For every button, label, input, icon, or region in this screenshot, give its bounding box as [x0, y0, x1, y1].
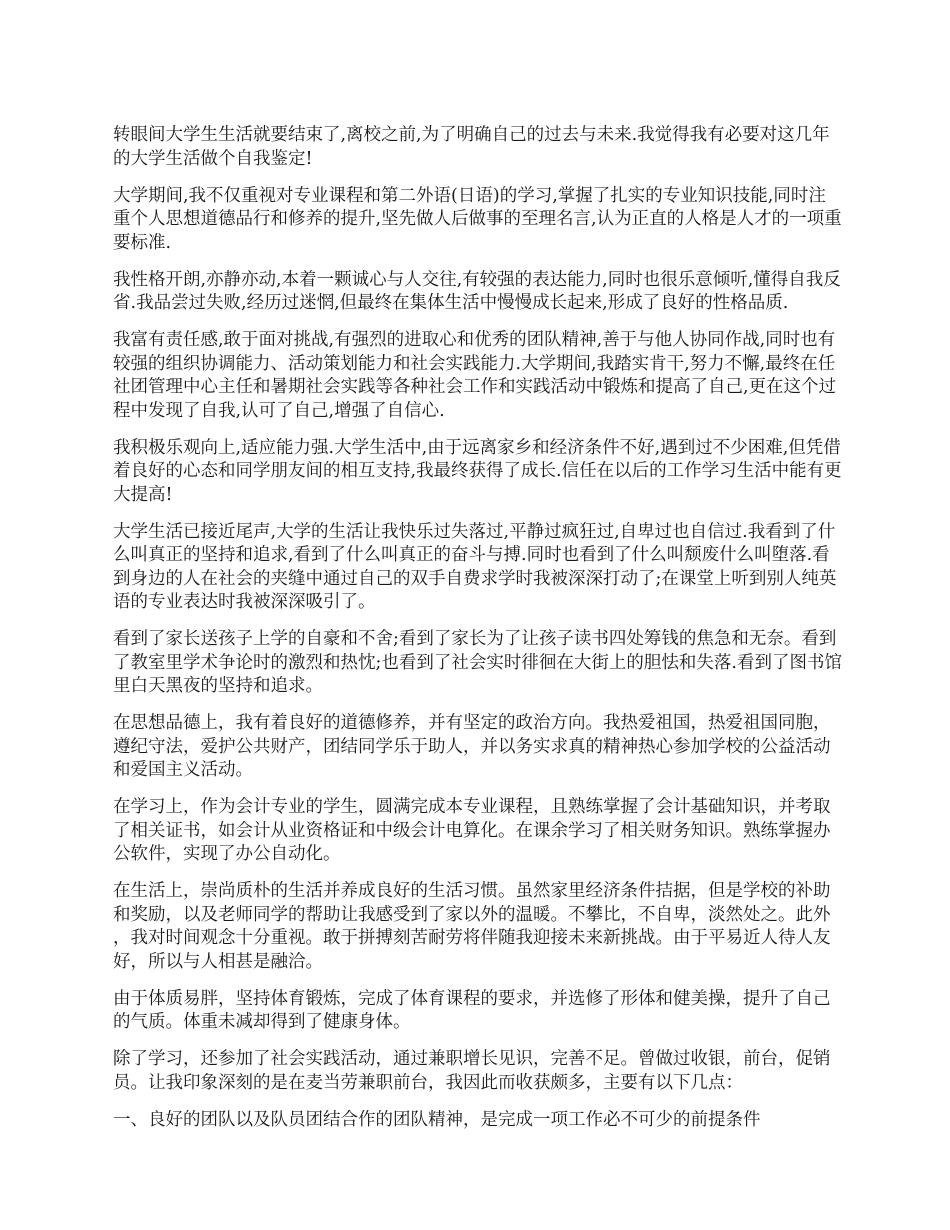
paragraph: 一、良好的团队以及队员团结合作的团队精神，是完成一项工作必不可少的前提条件: [113, 1109, 761, 1130]
paragraph: 由于体质易胖，坚持体育锻炼，完成了体育课程的要求，并选修了形体和健美操，提升了自己的气质。体重未减却得到了健康身体。: [113, 988, 831, 1032]
paragraph: 我积极乐观向上,适应能力强.大学生活中,由于远离家乡和经济条件不好,遇到过不少困难,但凭借着良好的心态和同学朋友间的相互支持,我最终获得了成长.信任在以后的工作学习生活中能有更大提高!: [113, 437, 842, 505]
paragraph: 我性格开朗,亦静亦动,本着一颗诚心与人交往,有较强的表达能力,同时也很乐意倾听,懂得自我反省.我品尝过失败,经历过迷惘,但最终在集体生活中慢慢成长起来,形成了良好的性格品质.: [113, 269, 841, 313]
paragraph: 转眼间大学生生活就要结束了,离校之前,为了明确自己的过去与未来.我觉得我有必要对这几年的大学生活做个自我鉴定!: [113, 125, 830, 169]
paragraph: 大学生活已接近尾声,大学的生活让我快乐过失落过,平静过疯狂过,自卑过也自信过.我看到了什么叫真正的坚持和追求,看到了什么叫真正的奋斗与搏.同时也看到了什么叫颓废什么叫堕落.看到身边的人在社会的夹缝中通过自己的双手自费求学时我被深深打动了;在课堂上听到别人纯英语的专业表达时我被深深吸引了。: [113, 521, 837, 612]
paragraph: 除了学习，还参加了社会实践活动，通过兼职增长见识，完善不足。曾做过收银，前台，促销员。让我印象深刻的是在麦当劳兼职前台，我因此而收获颇多，主要有以下几点：: [113, 1049, 831, 1093]
paragraph: 在思想品德上，我有着良好的道德修养，并有坚定的政治方向。我热爱祖国，热爱祖国同胞，遵纪守法，爱护公共财产，团结同学乐于助人，并以务实求真的精神热心参加学校的公益活动和爱国主义活动。: [113, 713, 831, 780]
paragraph: 在学习上，作为会计专业的学生，圆满完成本专业课程，且熟练掌握了会计基础知识，并考取了相关证书，如会计从业资格证和中级会计电算化。在课余学习了相关财务知识。熟练掌握办公软件，实现了办公自动化。: [113, 797, 831, 864]
paragraph: 看到了家长送孩子上学的自豪和不舍;看到了家长为了让孩子读书四处筹钱的焦急和无奈。看到了教室里学术争论时的激烈和热忱;也看到了社会实时徘徊在大街上的胆怯和失落.看到了图书馆里白天黑夜的坚持和追求。: [113, 629, 842, 696]
paragraph: 大学期间,我不仅重视对专业课程和第二外语(日语)的学习,掌握了扎实的专业知识技能,同时注重个人思想道德品行和修养的提升,坚先做人后做事的至理名言,认为正直的人格是人才的一项重要标准.: [113, 185, 842, 253]
paragraph: 我富有责任感,敢于面对挑战,有强烈的进取心和优秀的团队精神,善于与他人协同作战,同时也有较强的组织协调能力、活动策划能力和社会实践能力.大学期间,我踏实肯干,努力不懈,最终在任社团管理中心主任和暑期社会实践等各种社会工作和实践活动中锻炼和提高了自己,更在这个过程中发现了自我,认可了自己,增强了自信心.: [113, 330, 837, 421]
document-body: [113, 124, 843, 1146]
paragraph: 在生活上，崇尚质朴的生活并养成良好的生活习惯。虽然家里经济条件拮据，但是学校的补助和奖励，以及老师同学的帮助让我感受到了家以外的温暖。不攀比，不自卑，淡然处之。此外，我对时间观念十分重视。敢于拼搏刻苦耐劳将伴随我迎接未来新挑战。由于平易近人待人友好，所以与人相甚是融洽。: [113, 881, 831, 972]
